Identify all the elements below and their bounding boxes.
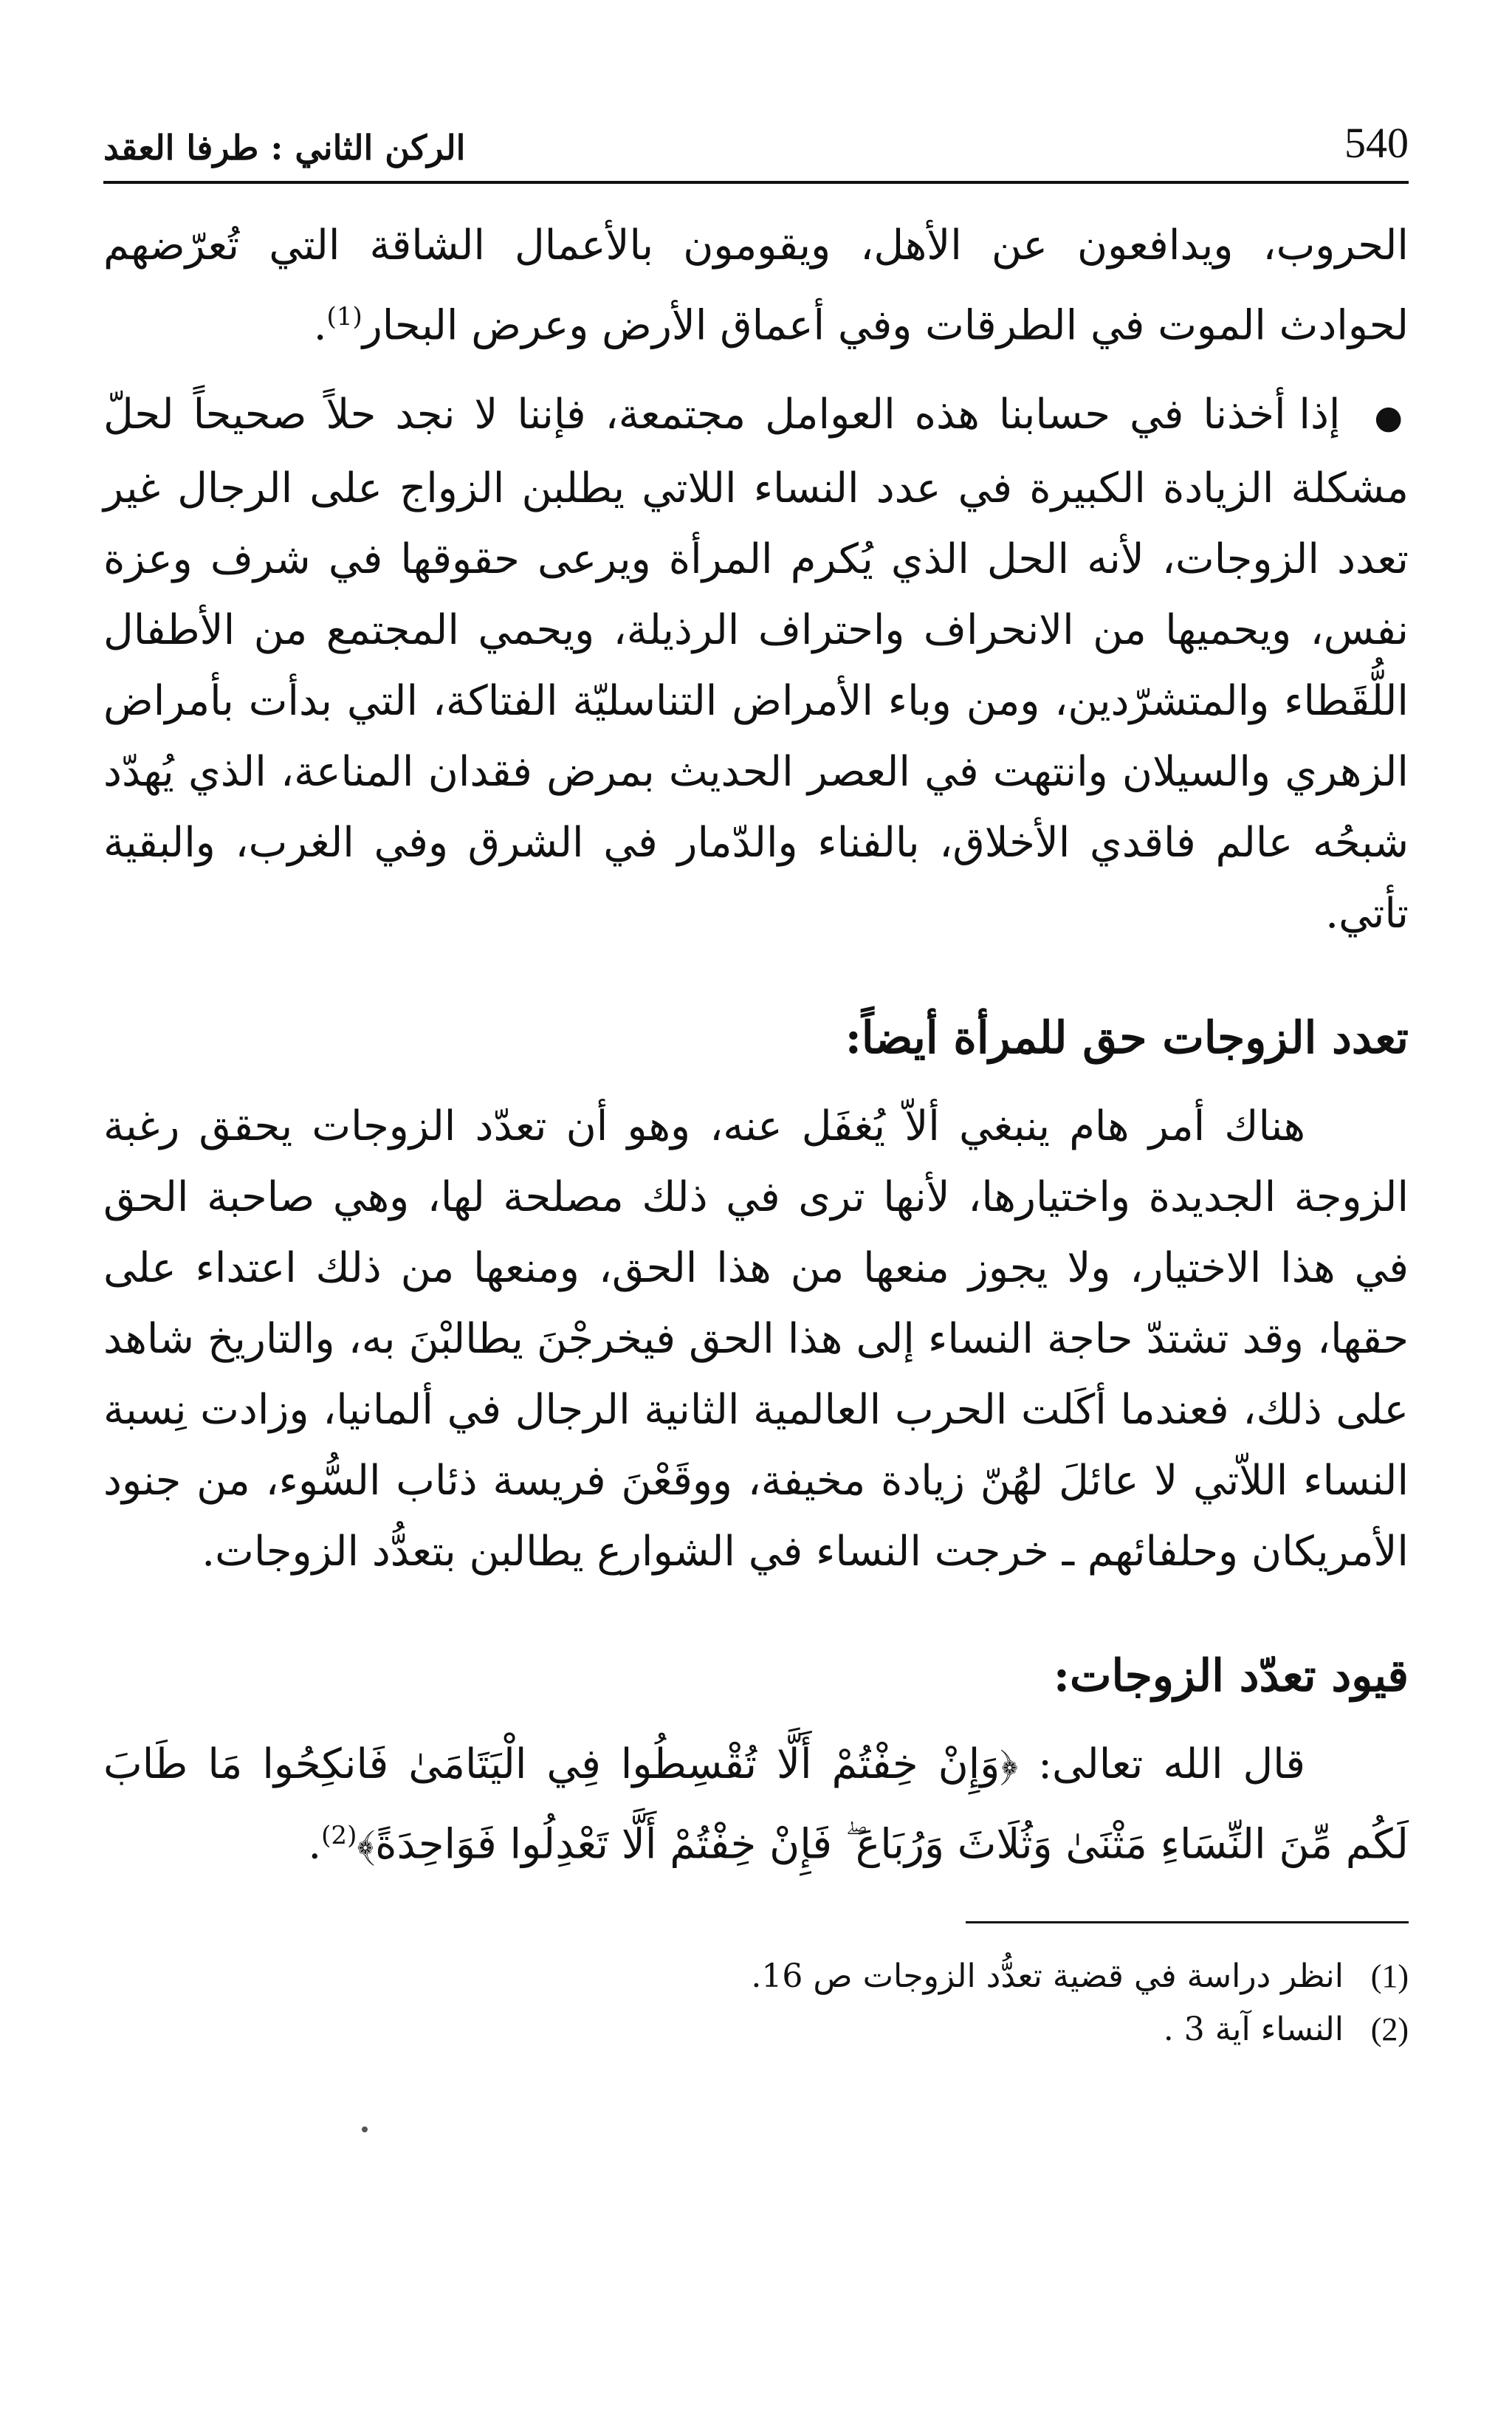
running-title: الركن الثاني : طرفا العقد <box>103 128 466 168</box>
footnote-2 <box>103 2003 1409 2056</box>
footnote-2-number: (2) <box>1370 2011 1409 2048</box>
page-number: 540 <box>1344 119 1409 167</box>
footnote-divider <box>966 1921 1409 1923</box>
paragraph-1 <box>103 210 1409 362</box>
paragraph-4-intro: قال الله تعالى: <box>1038 1740 1305 1788</box>
footnote-ref-1: (1) <box>326 302 362 332</box>
section-heading-2: قيود تعدّد الزوجات: <box>1053 1649 1409 1702</box>
stray-dot <box>362 2126 368 2132</box>
body-text <box>103 210 1409 1880</box>
page-header <box>103 118 1409 184</box>
footnote-1-number: (1) <box>1370 1958 1409 1995</box>
footnote-1-text: انظر دراسة في قضية تعدُّد الزوجات ص 16. <box>751 1957 1344 1996</box>
paragraph-4-end: . <box>308 1820 322 1869</box>
paragraph-2-text: إذا أخذنا في حسابنا هذه العوامل مجتمعة، فإننا لا نجد حلاً صحيحاً لحلّ مشكلة الزيادة الكبيرة في عدد النساء اللاتي يطلبن الزواج على الرجال غير تعدد الزوجات، لأنه الحل الذي يُكرم المرأة ويرعى حقوقها في شرف وعزة نفس، ويحميها من الانحراف واحتراف الرذيلة، ويحمي المجتمع من الأطفال اللُّقَطاء والمتشرّدين، ومن وباء الأمراض التناسليّة الفتاكة، التي بدأت بأمراض الزهري والسيلان وانتهت في العصر الحديث بمرض فقدان المناعة، الذي يُهدّد شبحُه عالم فاقدي الأخلاق، بالفناء والدّمار في الشرق وفي الغرب، والبقية تأتي. <box>103 390 1409 938</box>
footnotes <box>103 1950 1409 2056</box>
paragraph-1-text: الحروب، ويدافعون عن الأهل، ويقومون بالأعمال الشاقة التي تُعرّضهم لحوادث الموت في الطرقات وفي أعماق الأرض وعرض البحار <box>103 222 1409 350</box>
quran-verse: ﴿وَإِنْ خِفْتُمْ أَلَّا تُقْسِطُوا فِي الْيَتَامَىٰ فَانكِحُوا مَا طَابَ لَكُم مِّنَ النِّسَاءِ مَثْنَىٰ وَثُلَاثَ وَرُبَاعَ ۖ فَإِنْ خِفْتُمْ أَلَّا تَعْدِلُوا فَوَاحِدَةً﴾ <box>103 1740 1409 1869</box>
paragraph-4 <box>103 1729 1409 1881</box>
paragraph-3-text: هناك أمر هام ينبغي ألاّ يُغفَل عنه، وهو أن تعدّد الزوجات يحقق رغبة الزوجة الجديدة واختيارها، لأنها ترى في ذلك مصلحة لها، وهي صاحبة الحق في هذا الاختيار، ولا يجوز منعها من هذا الحق، ومنعها من ذلك اعتداء على حقها، وقد تشتدّ حاجة النساء إلى هذا الحق فيخرجْنَ يطالبْنَ به، والتاريخ شاهد على ذلك، فعندما أكَلت الحرب العالمية الثانية الرجال في ألمانيا، وزادت نِسبة النساء اللاّتي لا عائلَ لهُنّ زيادة مخيفة، ووقَعْنَ فريسة ذئاب السُّوء، من جنود الأمريكان وحلفائهم ـ خرجت النساء في الشوارع يطالبن بتعدُّد الزوجات. <box>103 1102 1409 1576</box>
section-heading-1: تعدد الزوجات حق للمرأة أيضاً: <box>845 1012 1409 1064</box>
paragraph-1-end: . <box>313 301 327 350</box>
paragraph-2 <box>103 380 1409 950</box>
footnote-1 <box>103 1950 1409 2003</box>
footnote-ref-2: (2) <box>321 1820 357 1850</box>
footnote-2-text: النساء آية 3 . <box>1163 2011 1344 2049</box>
paragraph-3 <box>103 1091 1409 1587</box>
bullet-icon: ● <box>1374 398 1409 436</box>
